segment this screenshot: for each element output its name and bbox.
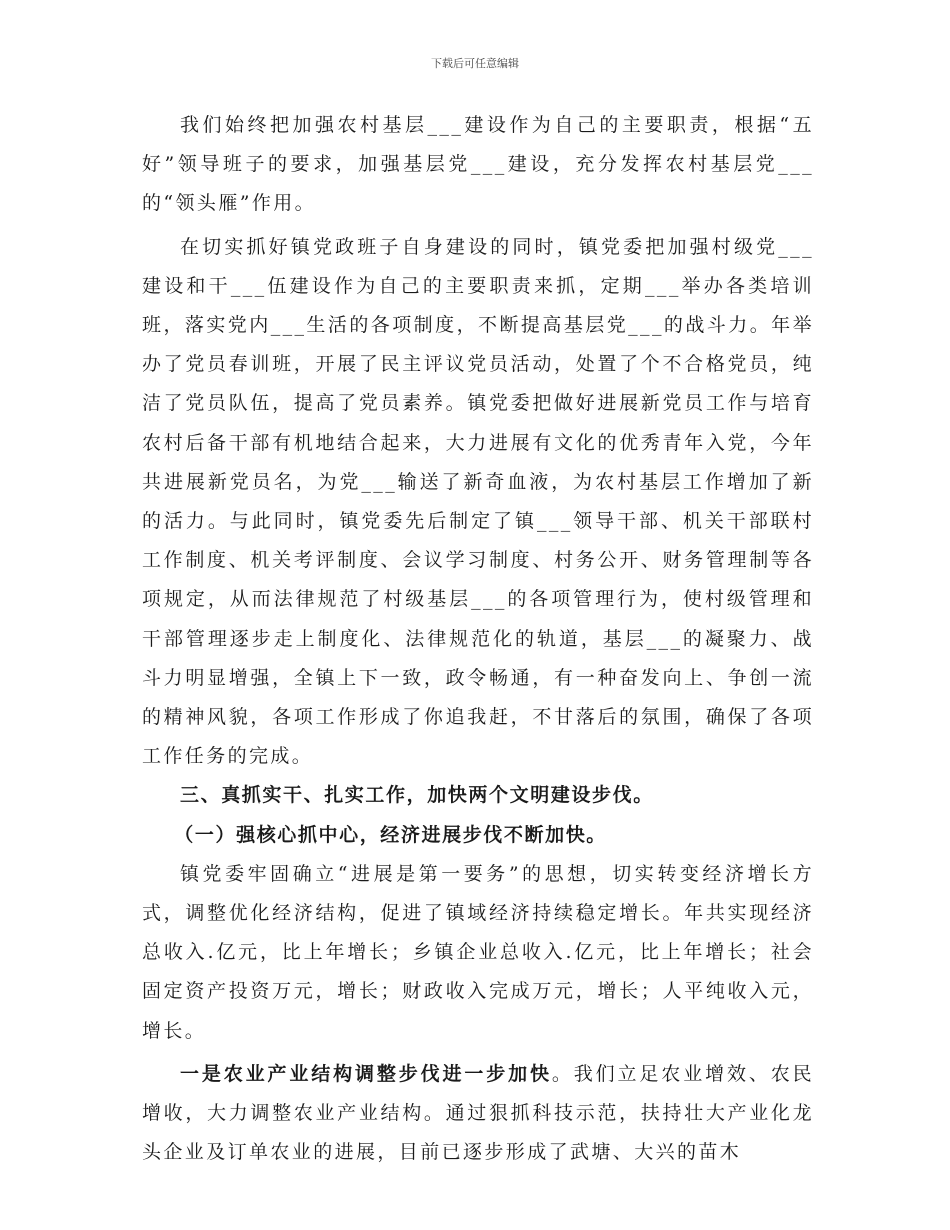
paragraph-economic-growth: 镇党委牢固确立“进展是第一要务”的思想，切实转变经济增长方式，调整优化经济结构，促进了镇域经济持续稳定增长。年共实现经济总收入.亿元，比上年增长；乡镇企业总收入.亿元，比上年增长；社会固定资产投资万元，增长；财政收入完成万元，增长；人平纯收入元，增长。 <box>142 862 814 1042</box>
document-body <box>142 106 814 1172</box>
page-header-note: 下载后可任意编辑 <box>431 57 519 70</box>
paragraph-lead-phrase: 一是农业产业结构调整步伐进一步加快 <box>180 1062 552 1085</box>
paragraph-agriculture-restructuring <box>142 1055 814 1173</box>
section-heading-three: 三、真抓实干、扎实工作，加快两个文明建设步伐。 <box>180 784 654 807</box>
subsection-heading-one: （一）强核心抓中心，经济进展步伐不断加快。 <box>174 823 607 846</box>
paragraph-party-team-building: 在切实抓好镇党政班子自身建设的同时，镇党委把加强村级党___建设和干___伍建设作为自己的主要职责来抓，定期___举办各类培训班，落实党内___生活的各项制度，不断提高基层党___的战斗力。年举办了党员春训班，开展了民主评议党员活动，处置了个不合格党员，纯洁了党员队伍，提高了党员素养。镇党委把做好进展新党员工作与培育农村后备干部有机地结合起来，大力进展有文化的优秀青年入党，今年共进展新党员名，为党___输送了新奇血液，为农村基层工作增加了新的活力。与此同时，镇党委先后制定了镇___领导干部、机关干部联村工作制度、机关考评制度、会议学习制度、村务公开、财务管理制等各项规定，从而法律规范了村级基层___的各项管理行为，使村级管理和干部管理逐步走上制度化、法律规范化的轨道，基层___的凝聚力、战斗力明显增强，全镇上下一致，政令畅通，有一种奋发向上、争创一流的精神风貌，各项工作形成了你追我赶，不甘落后的氛围，确保了各项工作任务的完成。 <box>142 235 814 768</box>
paragraph-body-text: 。我们立足农业增效、农民增收，大力调整农业产业结构。通过狠抓科技示范，扶持壮大产业化龙头企业及订单农业的进展，目前已逐步形成了武塘、大兴的苗木 <box>142 1062 814 1164</box>
paragraph-grassroots-building: 我们始终把加强农村基层___建设作为自己的主要职责，根据“五好”领导班子的要求，加强基层党___建设，充分发挥农村基层党___的“领头雁”作用。 <box>142 114 814 215</box>
